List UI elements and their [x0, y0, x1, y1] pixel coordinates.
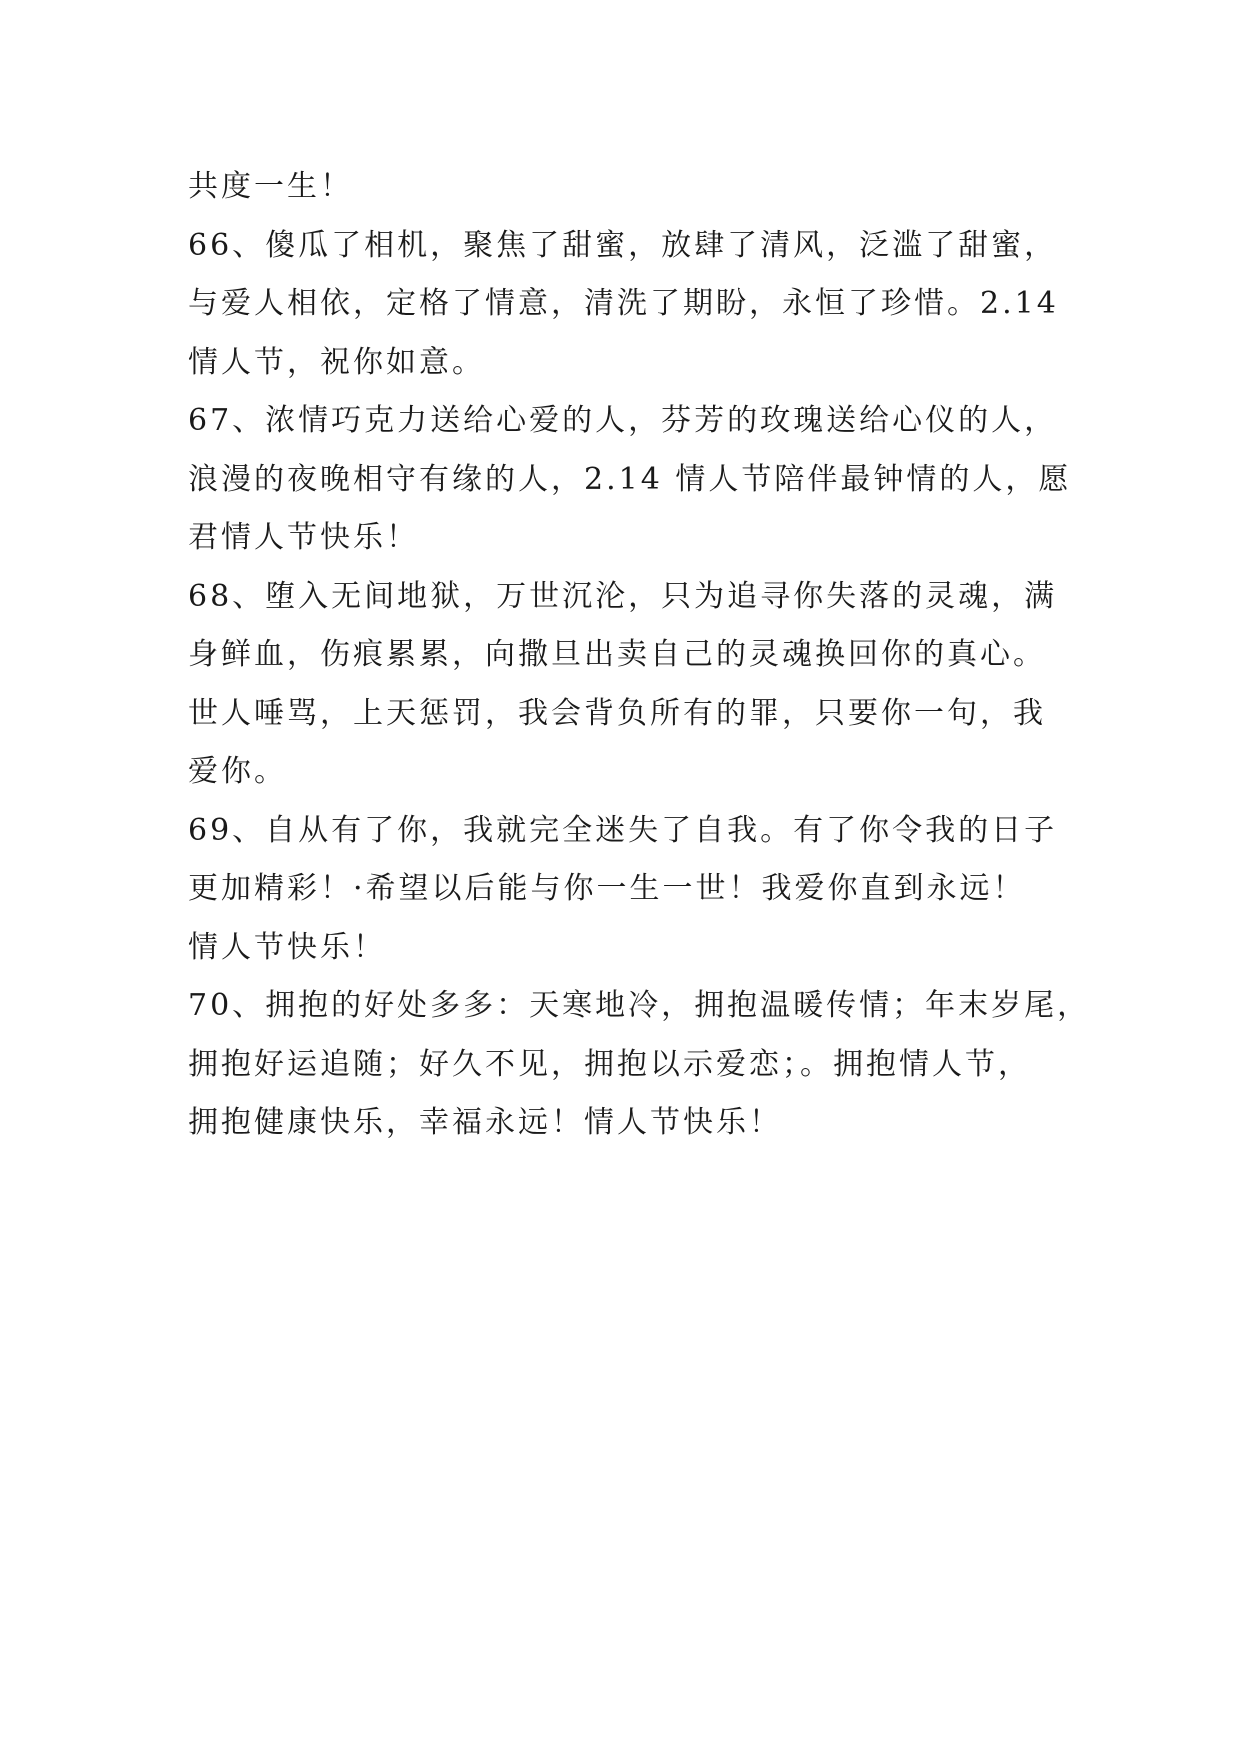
text-line: 更加精彩！·希望以后能与你一生一世！我爱你直到永远！	[188, 871, 1026, 906]
text-line: 70、拥抱的好处多多：天寒地冷，拥抱温暖传情；年末岁尾，	[188, 988, 1091, 1023]
text-line: 66、傻瓜了相机，聚焦了甜蜜，放肆了清风，泛滥了甜蜜，	[188, 227, 1058, 263]
body-text	[188, 158, 1091, 1153]
text-line: 情人节，祝你如意。	[188, 344, 485, 380]
text-line: 共度一生！	[188, 169, 353, 204]
text-line: 67、浓情巧克力送给心爱的人，芬芳的玫瑰送给心仪的人，	[188, 403, 1058, 438]
text-line: 与爱人相依，定格了情意，清洗了期盼，永恒了珍惜。2.14	[188, 286, 1059, 321]
text-line: 拥抱健康快乐，幸福永远！情人节快乐！	[188, 1105, 782, 1140]
text-line: 爱你。	[188, 754, 287, 789]
text-line: 69、自从有了你，我就完全迷失了自我。有了你令我的日子	[188, 812, 1058, 848]
text-line: 浪漫的夜晚相守有缘的人，2.14 情人节陪伴最钟情的人，愿	[188, 461, 1072, 497]
text-line: 君情人节快乐！	[188, 520, 419, 555]
text-line: 情人节快乐！	[188, 929, 386, 965]
text-line: 世人唾骂，上天惩罚，我会背负所有的罪，只要你一句，我	[188, 695, 1046, 731]
text-line: 拥抱好运追随；好久不见，拥抱以示爱恋；。拥抱情人节，	[188, 1046, 1031, 1082]
text-line: 身鲜血，伤痕累累，向撒旦出卖自己的灵魂换回你的真心。	[188, 637, 1046, 672]
text-line: 68、堕入无间地狱，万世沉沦，只为追寻你失落的灵魂，满	[188, 578, 1058, 614]
